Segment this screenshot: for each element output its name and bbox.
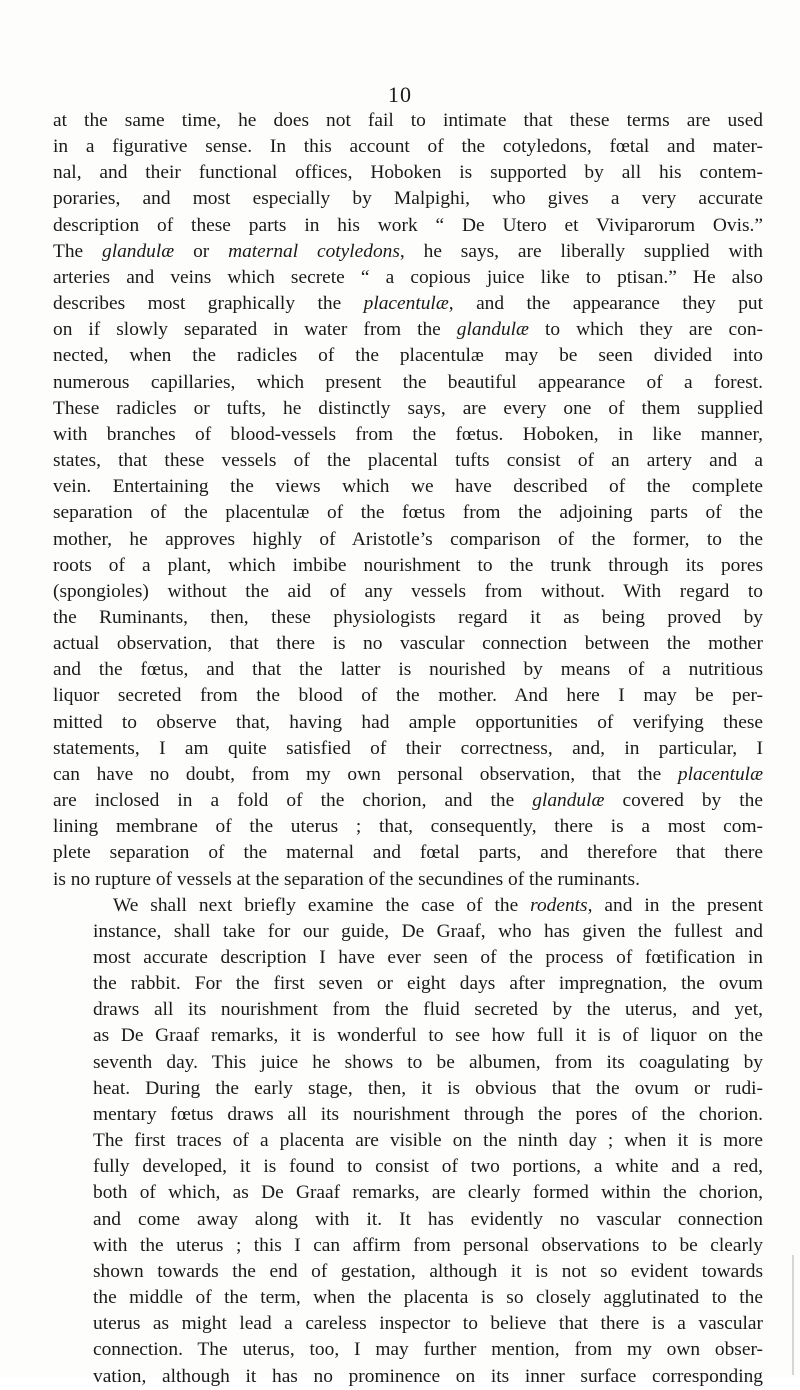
text-run: mitted to observe that, having had ample opportunities of verifying these	[53, 711, 763, 733]
text-line	[53, 1154, 763, 1180]
text-line	[53, 370, 763, 396]
text-run: instance, shall take for our guide, De Graaf, who has given the fullest and	[93, 920, 763, 942]
text-line	[53, 1102, 763, 1128]
text-line	[53, 1337, 763, 1363]
text-line	[53, 867, 763, 893]
text-line	[53, 474, 763, 500]
text-run: states, that these vessels of the placental tufts consist of an artery and a	[53, 450, 763, 472]
text-run: with the uterus ; this I can affirm from personal observations to be clearly	[93, 1234, 763, 1256]
text-run: on if slowly separated in water from the	[53, 319, 457, 341]
text-run: and come away along with it. It has evidently no vascular connection	[93, 1208, 763, 1230]
text-run: mother, he approves highly of Aristotle’s comparison of the former, to the	[53, 528, 763, 550]
text-run: draws all its nourishment from the fluid secreted by the uterus, and yet,	[93, 999, 763, 1021]
text-run: arteries and veins which secrete “ a copious juice like to ptisan.” He also	[53, 266, 763, 288]
italic-term: glandulæ	[456, 319, 529, 341]
text-run: liquor secreted from the blood of the mother. And here I may be per-	[53, 685, 763, 707]
text-line	[53, 1076, 763, 1102]
text-run: poraries, and most especially by Malpighi, who gives a very accurate	[53, 188, 763, 210]
text-run: seventh day. This juice he shows to be albumen, from its coagulating by	[93, 1051, 763, 1073]
text-line	[53, 500, 763, 526]
text-run: vation, although it has no prominence on its inner surface corresponding	[93, 1365, 763, 1387]
text-run: statements, I am quite satisfied of their correctness, and, in particular, I	[53, 737, 763, 759]
text-run: uterus as might lead a careless inspector to believe that there is a vascular	[93, 1313, 763, 1335]
text-line	[53, 762, 763, 788]
text-line	[53, 736, 763, 762]
text-line	[53, 1050, 763, 1076]
text-line	[53, 1207, 763, 1233]
text-run: are inclosed in a fold of the chorion, and the	[53, 790, 533, 812]
text-line	[53, 631, 763, 657]
text-run: lining membrane of the uterus ; that, consequently, there is a most com-	[53, 816, 763, 838]
text-line	[53, 1285, 763, 1311]
text-run: , and the appearance they put	[448, 293, 763, 315]
italic-term: placentulæ	[677, 763, 763, 785]
text-run: roots of a plant, which imbibe nourishment to the trunk through its pores	[53, 554, 763, 576]
text-run: as De Graaf remarks, it is wonderful to see how full it is of liquor on the	[93, 1025, 763, 1047]
italic-term: maternal cotyledons	[228, 240, 400, 262]
text-line	[53, 605, 763, 631]
text-run: nected, when the radicles of the placentulæ may be seen divided into	[53, 345, 763, 367]
page-edge-shadow	[792, 1255, 794, 1375]
text-line	[53, 1233, 763, 1259]
page-number: 10	[388, 82, 412, 107]
text-line	[53, 108, 763, 134]
text-line	[53, 213, 763, 239]
text-run: most accurate description I have ever seen of the process of fœtification in	[93, 947, 763, 968]
italic-term: rodents	[530, 894, 588, 916]
text-line	[53, 1259, 763, 1285]
text-run: , he says, are liberally supplied with	[399, 240, 763, 262]
text-run: fully developed, it is found to consist of two portions, a white and a red,	[93, 1156, 763, 1178]
text-run: or	[174, 240, 229, 262]
text-run: actual observation, that there is no vascular connection between the mother	[53, 633, 763, 655]
text-line	[53, 1128, 763, 1154]
text-line	[53, 265, 763, 291]
text-line	[53, 422, 763, 448]
text-line	[53, 788, 763, 814]
text-run: to which they are con-	[528, 319, 764, 341]
text-run: connection. The uterus, too, I may further mention, from my own obser-	[93, 1339, 763, 1361]
text-line	[53, 919, 763, 945]
text-line	[53, 710, 763, 736]
text-run: vein. Entertaining the views which we have described of the complete	[53, 476, 763, 498]
text-run: description of these parts in his work “ De Utero et Viviparorum Ovis.”	[53, 214, 763, 236]
text-line	[53, 527, 763, 553]
text-run: These radicles or tufts, he distinctly says, are every one of them supplied	[53, 397, 763, 419]
text-run: the Ruminants, then, these physiologists regard it as being proved by	[53, 606, 763, 628]
text-run: in a figurative sense. In this account of the cotyledons, fœtal and mater-	[53, 136, 763, 158]
text-run: nal, and their functional offices, Hoboken is supported by all his contem-	[53, 162, 763, 184]
text-line	[53, 945, 763, 971]
italic-term: placentulæ	[363, 293, 449, 315]
text-line	[53, 396, 763, 422]
text-line	[53, 239, 763, 265]
text-run: with branches of blood-vessels from the fœtus. Hoboken, in like manner,	[53, 423, 763, 445]
text-line	[53, 840, 763, 866]
text-run: both of which, as De Graaf remarks, are clearly formed within the chorion,	[93, 1182, 763, 1204]
italic-term: glandulæ	[102, 240, 175, 262]
text-run: shown towards the end of gestation, although it is not so evident towards	[93, 1260, 763, 1282]
text-line	[53, 683, 763, 709]
text-run: covered by the	[604, 790, 763, 812]
text-line	[53, 579, 763, 605]
text-line	[53, 160, 763, 186]
text-line	[53, 657, 763, 683]
text-run: separation of the placentulæ of the fœtus from the adjoining parts of the	[53, 502, 763, 524]
italic-term: glandulæ	[532, 790, 605, 812]
text-line	[53, 134, 763, 160]
text-run: (spongioles) without the aid of any vessels from without. With regard to	[53, 580, 763, 602]
text-run: at the same time, he does not fail to intimate that these terms are used	[53, 110, 763, 131]
text-run: can have no doubt, from my own personal observation, that the	[53, 763, 678, 785]
text-run: The	[53, 240, 103, 262]
text-line	[53, 186, 763, 212]
text-line	[53, 1364, 763, 1390]
text-line	[53, 997, 763, 1023]
text-line	[53, 448, 763, 474]
text-line	[53, 343, 763, 369]
paragraph-ruminants	[53, 108, 763, 893]
paragraph-rodents	[53, 893, 763, 1390]
text-run: The first traces of a placenta are visible on the ninth day ; when it is more	[93, 1130, 763, 1152]
text-run: is no rupture of vessels at the separation of the secundines of the ruminants.	[53, 868, 640, 890]
text-run: the rabbit. For the first seven or eight days after impregnation, the ovum	[93, 973, 763, 995]
text-run: numerous capillaries, which present the beautiful appearance of a forest.	[53, 371, 763, 393]
text-line	[53, 1180, 763, 1206]
text-run: and the fœtus, and that the latter is nourished by means of a nutritious	[53, 659, 763, 681]
text-line	[53, 317, 763, 343]
text-run: We shall next briefly examine the case of the	[113, 894, 531, 916]
text-line	[53, 1311, 763, 1337]
text-line	[53, 1023, 763, 1049]
text-run: the middle of the term, when the placenta is so closely agglutinated to the	[93, 1287, 763, 1309]
text-run: plete separation of the maternal and fœtal parts, and therefore that there	[53, 842, 763, 864]
text-line	[53, 291, 763, 317]
text-run: mentary fœtus draws all its nourishment through the pores of the chorion.	[93, 1103, 763, 1125]
text-line	[53, 971, 763, 997]
text-run: describes most graphically the	[53, 293, 364, 315]
text-run: heat. During the early stage, then, it is obvious that the ovum or rudi-	[93, 1077, 763, 1099]
text-run: , and in the present	[587, 894, 763, 916]
text-line	[53, 553, 763, 579]
text-line	[53, 814, 763, 840]
text-line	[53, 893, 763, 919]
body-text	[53, 108, 763, 1390]
